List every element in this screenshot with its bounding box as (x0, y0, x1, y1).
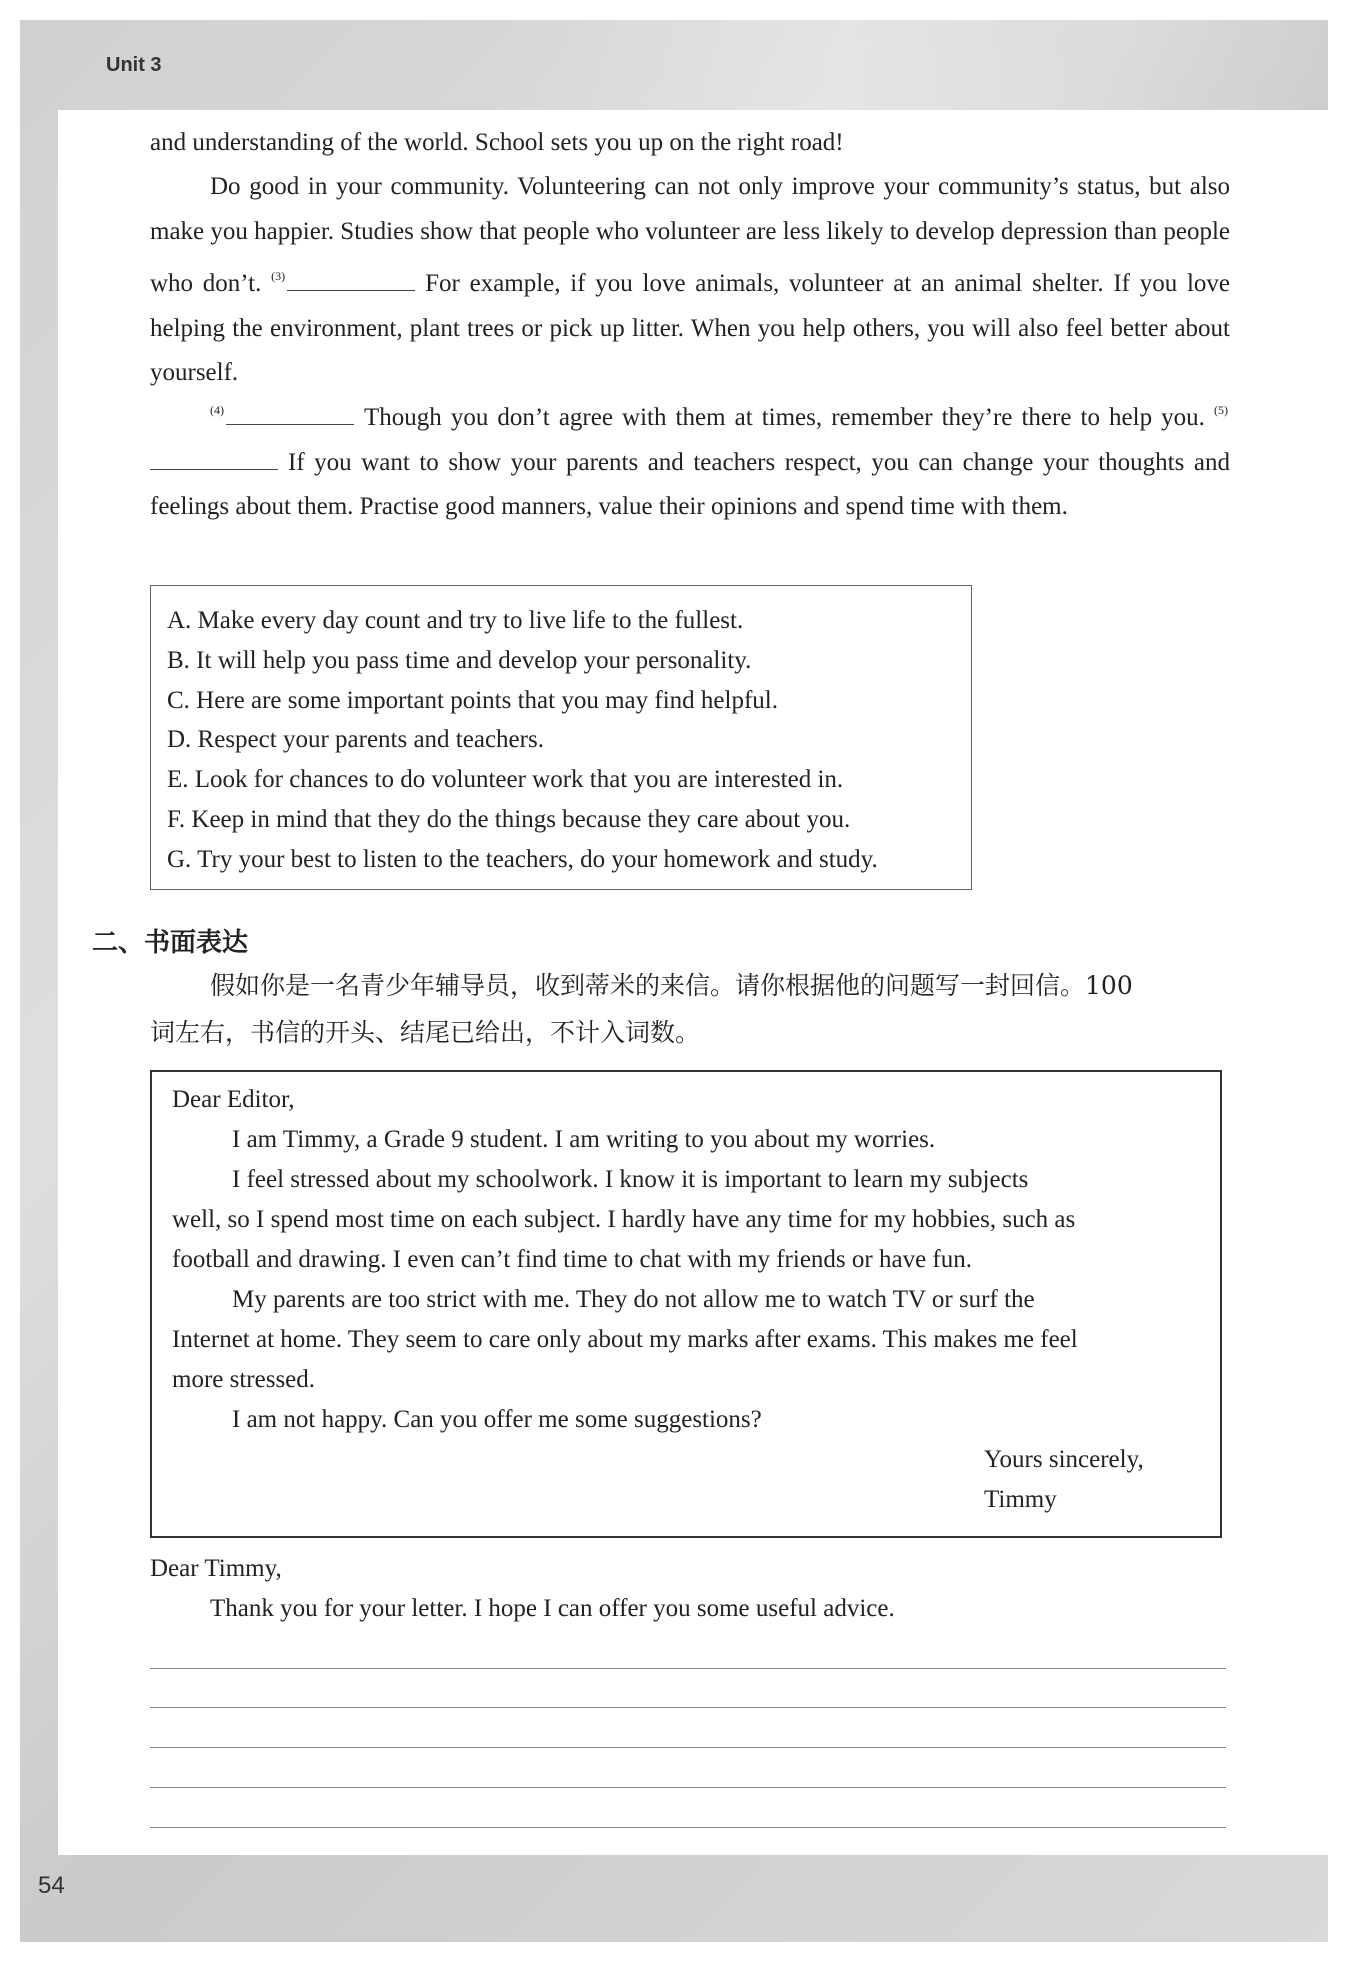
option-a: A. Make every day count and try to live life to the fullest. (167, 607, 744, 634)
section-title-writing: 二、书面表达 (92, 928, 249, 958)
paragraph-text: If you want to show your parents and teachers respect, you can change your thoughts and feelings about them. Practise good manners, value their opinions and spend time with them. (150, 448, 1230, 520)
writing-line[interactable] (150, 1787, 1226, 1788)
paragraph-text: Though you don’t agree with them at times, remember they’re there to help you. (364, 404, 1205, 431)
writing-line[interactable] (150, 1747, 1226, 1748)
letter-closing: Yours sincerely, (984, 1446, 1144, 1473)
letter-box (150, 1070, 1222, 1538)
option-e: E. Look for chances to do volunteer work that you are interested in. (167, 766, 844, 794)
passage-paragraph-volunteering (150, 165, 1230, 396)
letter-signature: Timmy (984, 1486, 1057, 1513)
letter-line: I am Timmy, a Grade 9 student. I am writing to you about my worries. (232, 1126, 936, 1153)
option-b: B. It will help you pass time and develop your personality. (167, 646, 752, 674)
passage-line-0: and understanding of the world. School sets you up on the right road! (150, 129, 844, 156)
instruction-line-2: 词左右，书信的开头、结尾已给出，不计入词数。 (150, 1018, 701, 1047)
letter-line: well, so I spend most time on each subject. I hardly have any time for my hobbies, such as (172, 1206, 1076, 1233)
header-shade (520, 20, 1328, 110)
reply-greeting: Dear Timmy, (150, 1555, 282, 1582)
letter-line: I am not happy. Can you offer me some suggestions? (232, 1406, 762, 1433)
letter-line: football and drawing. I even can’t find time to chat with my friends or have fun. (172, 1246, 972, 1273)
blank-number-4: (4) (210, 403, 224, 417)
answer-blank-4[interactable] (226, 402, 354, 425)
paragraph-text: For example, if you love animals, volunteer at an animal shelter. If you love helping the environment, plant trees or pick up litter. When you help others, you will also feel better about yourself. (150, 270, 1231, 386)
paragraph-text: Do good in your community. Volunteering can not only improve your community’s status, but also make you happier. Studies show that people who volunteer are less likely to develop depression than people who don’t. (150, 173, 1230, 297)
writing-line[interactable] (150, 1668, 1226, 1669)
writing-line[interactable] (150, 1827, 1226, 1828)
options-box (150, 585, 972, 890)
passage-paragraph-respect (150, 388, 1230, 530)
option-c: C. Here are some important points that you may find helpful. (167, 686, 778, 714)
letter-line: My parents are too strict with me. They do not allow me to watch TV or surf the (232, 1286, 1035, 1313)
instruction-line-1: 假如你是一名青少年辅导员，收到蒂米的来信。请你根据他的问题写一封回信。100 (210, 971, 1133, 1000)
option-d: D. Respect your parents and teachers. (167, 726, 544, 754)
blank-number-3: (3) (271, 269, 286, 283)
page-number: 54 (38, 1872, 65, 1899)
answer-blank-3[interactable] (287, 268, 415, 291)
option-f: F. Keep in mind that they do the things because they care about you. (167, 805, 851, 833)
letter-line: I feel stressed about my schoolwork. I know it is important to learn my subjects (232, 1166, 1029, 1193)
answer-blank-5[interactable] (150, 447, 278, 470)
option-g: G. Try your best to listen to the teachers, do your homework and study. (167, 845, 878, 873)
letter-line: Internet at home. They seem to care only about my marks after exams. This makes me feel (172, 1326, 1078, 1353)
blank-number-5: (5) (1214, 403, 1228, 417)
writing-instruction (150, 962, 1230, 1056)
letter-greeting: Dear Editor, (172, 1086, 295, 1113)
reply-opening: Thank you for your letter. I hope I can offer you some useful advice. (210, 1595, 895, 1622)
writing-line[interactable] (150, 1707, 1226, 1708)
letter-line: more stressed. (172, 1366, 316, 1393)
unit-label: Unit 3 (106, 54, 162, 76)
